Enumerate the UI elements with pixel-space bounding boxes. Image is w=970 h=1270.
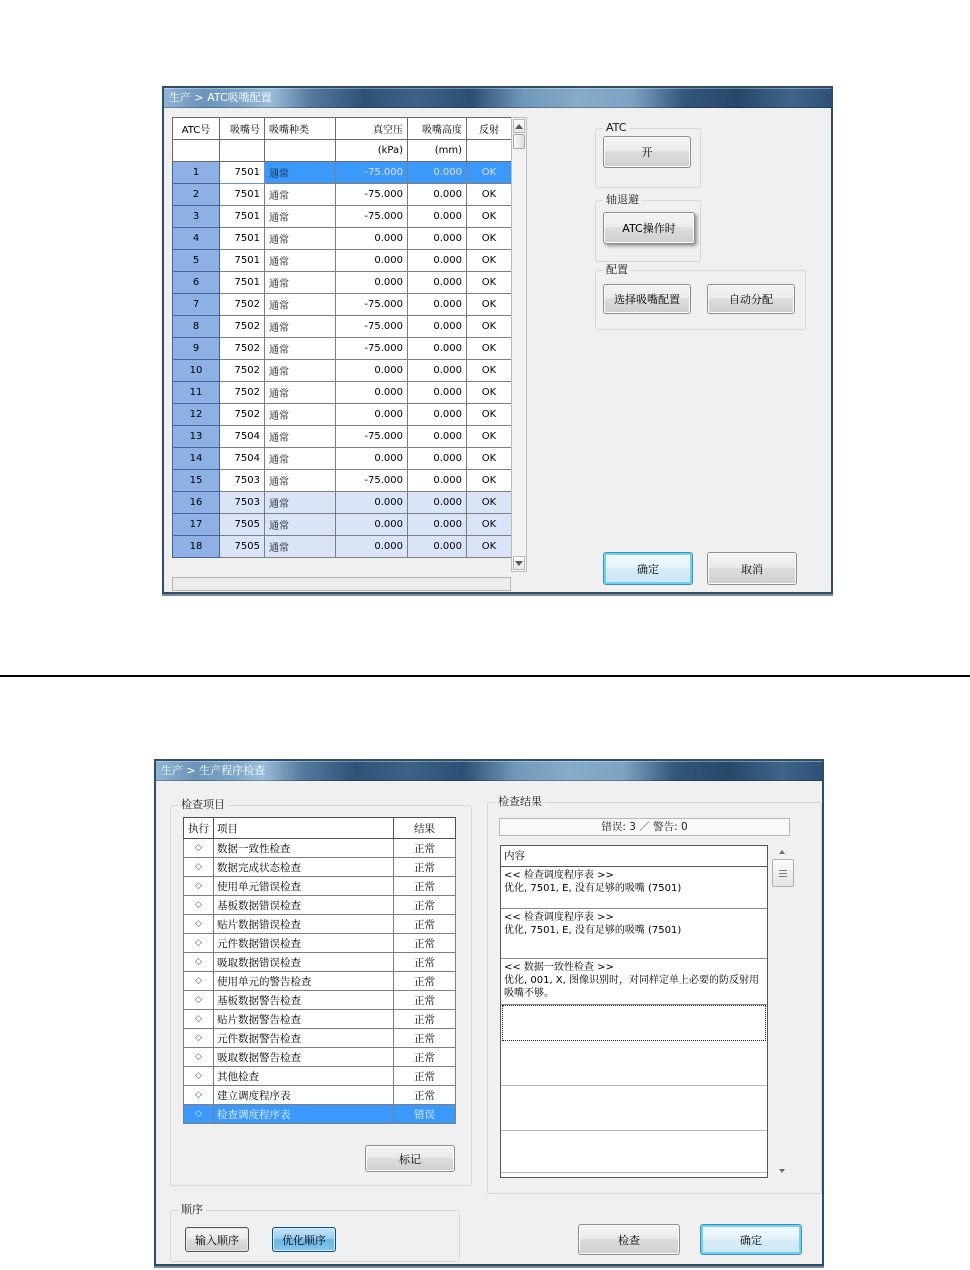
check-item-name: 使用单元的警告检查 xyxy=(214,972,394,991)
atc-table-cell: 0.000 xyxy=(336,382,408,404)
check-window-title: 生产 > 生产程序检查 xyxy=(161,764,266,777)
atc-config-window xyxy=(162,86,833,594)
atc-table-hscrollbar[interactable] xyxy=(172,577,511,591)
atc-table-container xyxy=(172,117,528,593)
atc-table-cell: -75.000 xyxy=(336,294,408,316)
col-unit-atc xyxy=(173,140,220,162)
check-item-result: 正常 xyxy=(394,1048,456,1067)
atc-table-cell: 通常 xyxy=(265,404,336,426)
order-group-label: 顺序 xyxy=(178,1203,206,1217)
atc-table-row[interactable] xyxy=(173,492,512,514)
atc-table-cell: 0.000 xyxy=(408,206,467,228)
atc-table-cell: OK xyxy=(467,492,512,514)
atc-table-cell: 7501 xyxy=(220,184,265,206)
atc-table-cell: 通常 xyxy=(265,514,336,536)
atc-table-cell: 4 xyxy=(173,228,220,250)
mark-button[interactable]: 标记 xyxy=(365,1145,455,1172)
content-header: 内容 xyxy=(501,846,767,867)
check-item-row[interactable] xyxy=(184,1067,456,1086)
atc-table-cell: OK xyxy=(467,360,512,382)
nozzle-editor-cell[interactable]: 7501 xyxy=(220,162,265,184)
check-item-name: 贴片数据错误检查 xyxy=(214,915,394,934)
exec-diamond-icon[interactable]: ◇ xyxy=(184,915,214,934)
exec-diamond-icon[interactable]: ◇ xyxy=(184,934,214,953)
atc-table-cell: 0.000 xyxy=(336,404,408,426)
ok-button[interactable]: 确定 xyxy=(700,1224,802,1255)
check-col-result: 结果 xyxy=(394,818,456,839)
result-entry-empty[interactable] xyxy=(501,1086,767,1131)
atc-table-cell: 6 xyxy=(173,272,220,294)
grip-lines-icon xyxy=(779,870,787,877)
exec-diamond-icon[interactable]: ◇ xyxy=(184,1029,214,1048)
col-unit-type xyxy=(265,140,336,162)
atc-table-cell: 7504 xyxy=(220,426,265,448)
atc-table-cell: 14 xyxy=(173,448,220,470)
check-item-result: 正常 xyxy=(394,972,456,991)
atc-table-cell: 17 xyxy=(173,514,220,536)
atc-table-row[interactable] xyxy=(173,294,512,316)
exec-diamond-icon[interactable]: ◇ xyxy=(184,1048,214,1067)
check-results-group-label: 检查结果 xyxy=(495,795,545,809)
atc-table-row[interactable] xyxy=(173,382,512,404)
check-item-name: 基板数据警告检查 xyxy=(214,991,394,1010)
atc-table-cell: 通常 xyxy=(265,448,336,470)
atc-table-cell: OK xyxy=(467,250,512,272)
check-item-result: 正常 xyxy=(394,896,456,915)
atc-table-cell: 通常 xyxy=(265,162,336,184)
atc-table-cell: 7503 xyxy=(220,492,265,514)
optimize-order-button[interactable]: 优化顺序 xyxy=(272,1227,336,1252)
col-unit-vacuum: (kPa) xyxy=(336,140,408,162)
check-item-result: 正常 xyxy=(394,877,456,896)
check-item-row[interactable] xyxy=(184,972,456,991)
check-button[interactable]: 检查 xyxy=(578,1224,680,1255)
config-group-label: 配置 xyxy=(603,263,631,277)
atc-table-cell: OK xyxy=(467,294,512,316)
triangle-up-icon xyxy=(779,850,785,854)
check-item-result: 正常 xyxy=(394,1067,456,1086)
check-items-table xyxy=(183,817,456,1124)
atc-table-cell: 0.000 xyxy=(408,470,467,492)
atc-window-title: 生产 > ATC吸嘴配置 xyxy=(169,91,272,104)
atc-table-cell: 通常 xyxy=(265,382,336,404)
check-item-row[interactable] xyxy=(184,1086,456,1105)
col-header-atc: ATC号 xyxy=(173,118,220,140)
check-item-name: 检查调度程序表 xyxy=(214,1105,394,1124)
exec-diamond-icon[interactable]: ◇ xyxy=(184,1105,214,1124)
atc-table-cell: -75.000 xyxy=(336,162,408,184)
check-item-name: 数据完成状态检查 xyxy=(214,858,394,877)
atc-table-cell: 0.000 xyxy=(408,448,467,470)
check-item-result: 正常 xyxy=(394,991,456,1010)
atc-table-cell: OK xyxy=(467,448,512,470)
result-entry-title: << 数据一致性检查 >> xyxy=(504,962,614,973)
col-header-height: 吸嘴高度 xyxy=(408,118,467,140)
atc-table-cell: 通常 xyxy=(265,316,336,338)
atc-table-cell: 0.000 xyxy=(408,514,467,536)
triangle-down-icon xyxy=(779,1169,785,1173)
check-item-row[interactable] xyxy=(184,1029,456,1048)
atc-table-cell: -75.000 xyxy=(336,470,408,492)
atc-table-cell: OK xyxy=(467,162,512,184)
check-item-name: 其他检查 xyxy=(214,1067,394,1086)
atc-table-cell: 18 xyxy=(173,536,220,558)
result-entry-empty[interactable] xyxy=(501,1041,767,1086)
atc-table-cell: 2 xyxy=(173,184,220,206)
result-entry-detail: 优化, 001, X, 图像识别时，对同样定单上必要的防反射用吸嘴不够。 xyxy=(504,975,760,1000)
atc-table-cell: 1 xyxy=(173,162,220,184)
scroll-down-button[interactable] xyxy=(513,556,525,570)
check-col-exec: 执行 xyxy=(184,818,214,839)
atc-table-cell: OK xyxy=(467,184,512,206)
result-entry-title: << 检查调度程序表 >> xyxy=(504,912,614,923)
check-col-item: 项目 xyxy=(214,818,394,839)
atc-table-row[interactable] xyxy=(173,426,512,448)
atc-table-cell: -75.000 xyxy=(336,338,408,360)
atc-table-cell: 0.000 xyxy=(408,338,467,360)
scrollbar-thumb[interactable] xyxy=(513,134,525,149)
check-item-result: 正常 xyxy=(394,953,456,972)
col-header-nozzle: 吸嘴号 xyxy=(220,118,265,140)
atc-table-cell: 0.000 xyxy=(408,536,467,558)
atc-table-row[interactable] xyxy=(173,360,512,382)
scroll-up-button[interactable] xyxy=(513,119,525,133)
atc-table-cell: 12 xyxy=(173,404,220,426)
exec-diamond-icon[interactable]: ◇ xyxy=(184,972,214,991)
atc-table-body xyxy=(173,162,512,558)
col-header-type: 吸嘴种类 xyxy=(265,118,336,140)
atc-table-cell: 0.000 xyxy=(336,536,408,558)
atc-table-cell: 0.000 xyxy=(336,448,408,470)
error-warning-summary: 错误: 3 ／ 警告: 0 xyxy=(499,818,790,836)
atc-table-cell: -75.000 xyxy=(336,206,408,228)
check-item-row[interactable] xyxy=(184,1010,456,1029)
atc-table-cell: 0.000 xyxy=(336,360,408,382)
atc-table-cell: OK xyxy=(467,470,512,492)
check-window-titlebar xyxy=(156,761,822,781)
check-item-row[interactable] xyxy=(184,877,456,896)
result-entry[interactable] xyxy=(501,909,767,959)
scrollbar-thumb[interactable] xyxy=(772,859,794,887)
atc-table-cell: 7502 xyxy=(220,382,265,404)
check-item-row[interactable] xyxy=(184,896,456,915)
check-item-row[interactable] xyxy=(184,915,456,934)
atc-table-row[interactable] xyxy=(173,404,512,426)
check-item-result: 正常 xyxy=(394,858,456,877)
atc-group-label: ATC xyxy=(603,121,629,135)
exec-diamond-icon[interactable]: ◇ xyxy=(184,1086,214,1105)
exec-diamond-icon[interactable]: ◇ xyxy=(184,953,214,972)
atc-table-row[interactable] xyxy=(173,470,512,492)
atc-table-cell: 3 xyxy=(173,206,220,228)
cancel-button[interactable]: 取消 xyxy=(707,552,797,585)
atc-table-cell: 0.000 xyxy=(408,294,467,316)
check-item-name: 使用单元错误检查 xyxy=(214,877,394,896)
atc-table-row[interactable] xyxy=(173,250,512,272)
atc-table-cell: 0.000 xyxy=(408,404,467,426)
atc-table-cell: 7 xyxy=(173,294,220,316)
check-item-result: 正常 xyxy=(394,1010,456,1029)
col-header-reflect: 反射 xyxy=(467,118,512,140)
atc-table-cell: 0.000 xyxy=(336,272,408,294)
atc-operation-button[interactable]: ATC操作时 xyxy=(603,212,695,244)
atc-table-cell: OK xyxy=(467,272,512,294)
atc-table-cell: 0.000 xyxy=(408,272,467,294)
atc-table-cell: -75.000 xyxy=(336,426,408,448)
atc-table-cell: 0.000 xyxy=(408,228,467,250)
result-entry-focused-empty[interactable] xyxy=(502,1005,766,1041)
auto-assign-button[interactable]: 自动分配 xyxy=(707,284,795,314)
atc-table-cell: 7502 xyxy=(220,338,265,360)
atc-table-cell: 通常 xyxy=(265,184,336,206)
atc-table-cell: 0.000 xyxy=(408,250,467,272)
check-item-name: 贴片数据警告检查 xyxy=(214,1010,394,1029)
atc-table-cell: 15 xyxy=(173,470,220,492)
axis-retract-group-label: 轴退避 xyxy=(603,193,642,207)
atc-table-row[interactable] xyxy=(173,536,512,558)
exec-diamond-icon[interactable]: ◇ xyxy=(184,877,214,896)
atc-table-cell: OK xyxy=(467,404,512,426)
check-item-row[interactable] xyxy=(184,991,456,1010)
atc-table-cell: 通常 xyxy=(265,250,336,272)
check-item-result: 正常 xyxy=(394,839,456,858)
result-entry[interactable] xyxy=(501,959,767,1005)
atc-table-cell: 通常 xyxy=(265,536,336,558)
atc-table-row[interactable] xyxy=(173,316,512,338)
atc-table-cell: 0.000 xyxy=(408,382,467,404)
check-item-row[interactable] xyxy=(184,1105,456,1124)
atc-table-cell: 通常 xyxy=(265,294,336,316)
atc-table-cell: 通常 xyxy=(265,228,336,250)
exec-diamond-icon[interactable]: ◇ xyxy=(184,858,214,877)
result-entry-detail: 优化, 7501, E, 没有足够的吸嘴 (7501) xyxy=(504,925,682,937)
atc-table-cell: 7504 xyxy=(220,448,265,470)
scroll-down-button[interactable] xyxy=(775,1166,789,1176)
atc-table-row[interactable] xyxy=(173,162,512,184)
check-item-row[interactable] xyxy=(184,858,456,877)
atc-table-cell: 通常 xyxy=(265,206,336,228)
atc-table-cell: 11 xyxy=(173,382,220,404)
atc-table-cell: 7501 xyxy=(220,250,265,272)
col-unit-height: (mm) xyxy=(408,140,467,162)
atc-table-cell: 0.000 xyxy=(336,228,408,250)
atc-table-cell: 0.000 xyxy=(336,514,408,536)
atc-table-row[interactable] xyxy=(173,448,512,470)
atc-table-cell: 16 xyxy=(173,492,220,514)
check-item-row[interactable] xyxy=(184,839,456,858)
atc-table-cell: OK xyxy=(467,338,512,360)
check-items-group-label: 检查项目 xyxy=(178,798,228,812)
atc-table-cell: 7505 xyxy=(220,536,265,558)
atc-table-cell: 0.000 xyxy=(408,316,467,338)
check-item-name: 元件数据错误检查 xyxy=(214,934,394,953)
atc-table-cell: 7502 xyxy=(220,404,265,426)
atc-table-cell: OK xyxy=(467,514,512,536)
atc-open-button[interactable]: 开 xyxy=(603,136,691,168)
input-order-button[interactable]: 输入顺序 xyxy=(185,1227,249,1252)
result-entry-empty[interactable] xyxy=(501,1131,767,1173)
check-item-result: 正常 xyxy=(394,934,456,953)
check-item-row[interactable] xyxy=(184,1048,456,1067)
check-window-body xyxy=(156,781,822,1264)
atc-table-row[interactable] xyxy=(173,206,512,228)
atc-table-cell: OK xyxy=(467,228,512,250)
atc-table-cell: -75.000 xyxy=(336,184,408,206)
atc-table-cell: 7501 xyxy=(220,228,265,250)
atc-table-cell: 0.000 xyxy=(408,426,467,448)
ok-button[interactable]: 确定 xyxy=(603,552,693,585)
atc-table-cell: 0.000 xyxy=(408,492,467,514)
check-item-row[interactable] xyxy=(184,934,456,953)
atc-table-cell: 7501 xyxy=(220,206,265,228)
atc-table-cell: 7502 xyxy=(220,360,265,382)
col-header-vacuum: 真空压 xyxy=(336,118,408,140)
check-item-result: 正常 xyxy=(394,915,456,934)
check-item-result: 错误 xyxy=(394,1105,456,1124)
atc-table-cell: 9 xyxy=(173,338,220,360)
atc-table-cell: 7502 xyxy=(220,294,265,316)
atc-table-cell: 7502 xyxy=(220,316,265,338)
atc-table-row[interactable] xyxy=(173,338,512,360)
atc-table-row[interactable] xyxy=(173,228,512,250)
atc-table-row[interactable] xyxy=(173,514,512,536)
check-item-name: 数据一致性检查 xyxy=(214,839,394,858)
atc-table-cell: 0.000 xyxy=(408,360,467,382)
check-item-name: 元件数据警告检查 xyxy=(214,1029,394,1048)
atc-table-cell: 0.000 xyxy=(336,492,408,514)
check-item-name: 吸取数据警告检查 xyxy=(214,1048,394,1067)
program-check-window xyxy=(154,759,824,1266)
atc-table-cell: 5 xyxy=(173,250,220,272)
content-entries xyxy=(501,867,767,1173)
result-entry[interactable] xyxy=(501,867,767,909)
atc-table-cell: 0.000 xyxy=(408,184,467,206)
result-entry-title: << 检查调度程序表 >> xyxy=(504,870,614,881)
atc-table-row[interactable] xyxy=(173,272,512,294)
check-item-name: 建立调度程序表 xyxy=(214,1086,394,1105)
scroll-up-button[interactable] xyxy=(775,847,789,857)
result-entry-detail: 优化, 7501, E, 没有足够的吸嘴 (7501) xyxy=(504,883,682,895)
atc-table-cell: -75.000 xyxy=(336,316,408,338)
atc-table-cell: OK xyxy=(467,426,512,448)
select-nozzle-config-button[interactable]: 选择吸嘴配置 xyxy=(603,284,691,314)
atc-table-cell: 0.000 xyxy=(408,162,467,184)
exec-diamond-icon[interactable]: ◇ xyxy=(184,1010,214,1029)
atc-table-cell: 通常 xyxy=(265,470,336,492)
atc-table xyxy=(172,117,512,558)
check-item-name: 吸取数据错误检查 xyxy=(214,953,394,972)
col-unit-nozzle xyxy=(220,140,265,162)
atc-table-cell: 通常 xyxy=(265,338,336,360)
atc-table-cell: 7503 xyxy=(220,470,265,492)
atc-table-cell: 通常 xyxy=(265,272,336,294)
atc-table-cell: 8 xyxy=(173,316,220,338)
exec-diamond-icon[interactable]: ◇ xyxy=(184,896,214,915)
triangle-down-icon xyxy=(515,561,523,566)
results-vscrollbar[interactable] xyxy=(772,845,792,1178)
check-item-row[interactable] xyxy=(184,953,456,972)
page-divider xyxy=(0,675,970,677)
atc-table-cell: 7505 xyxy=(220,514,265,536)
atc-table-cell: 通常 xyxy=(265,492,336,514)
atc-table-cell: 13 xyxy=(173,426,220,448)
check-item-name: 基板数据错误检查 xyxy=(214,896,394,915)
atc-table-cell: 通常 xyxy=(265,360,336,382)
atc-table-cell: 10 xyxy=(173,360,220,382)
check-items-body xyxy=(184,839,456,1124)
col-unit-reflect xyxy=(467,140,512,162)
atc-window-body xyxy=(164,108,831,592)
atc-table-cell: OK xyxy=(467,536,512,558)
atc-table-cell: OK xyxy=(467,206,512,228)
atc-table-cell: OK xyxy=(467,382,512,404)
check-item-result: 正常 xyxy=(394,1086,456,1105)
atc-table-row[interactable] xyxy=(173,184,512,206)
exec-diamond-icon[interactable]: ◇ xyxy=(184,1067,214,1086)
atc-table-vscrollbar[interactable] xyxy=(511,117,527,572)
atc-window-titlebar xyxy=(164,88,831,108)
triangle-up-icon xyxy=(515,124,523,129)
atc-table-cell: OK xyxy=(467,316,512,338)
check-item-result: 正常 xyxy=(394,1029,456,1048)
exec-diamond-icon[interactable]: ◇ xyxy=(184,991,214,1010)
check-results-list xyxy=(500,845,768,1178)
exec-diamond-icon[interactable]: ◇ xyxy=(184,839,214,858)
atc-table-cell: 7501 xyxy=(220,272,265,294)
atc-table-cell: 通常 xyxy=(265,426,336,448)
atc-table-cell: 0.000 xyxy=(336,250,408,272)
